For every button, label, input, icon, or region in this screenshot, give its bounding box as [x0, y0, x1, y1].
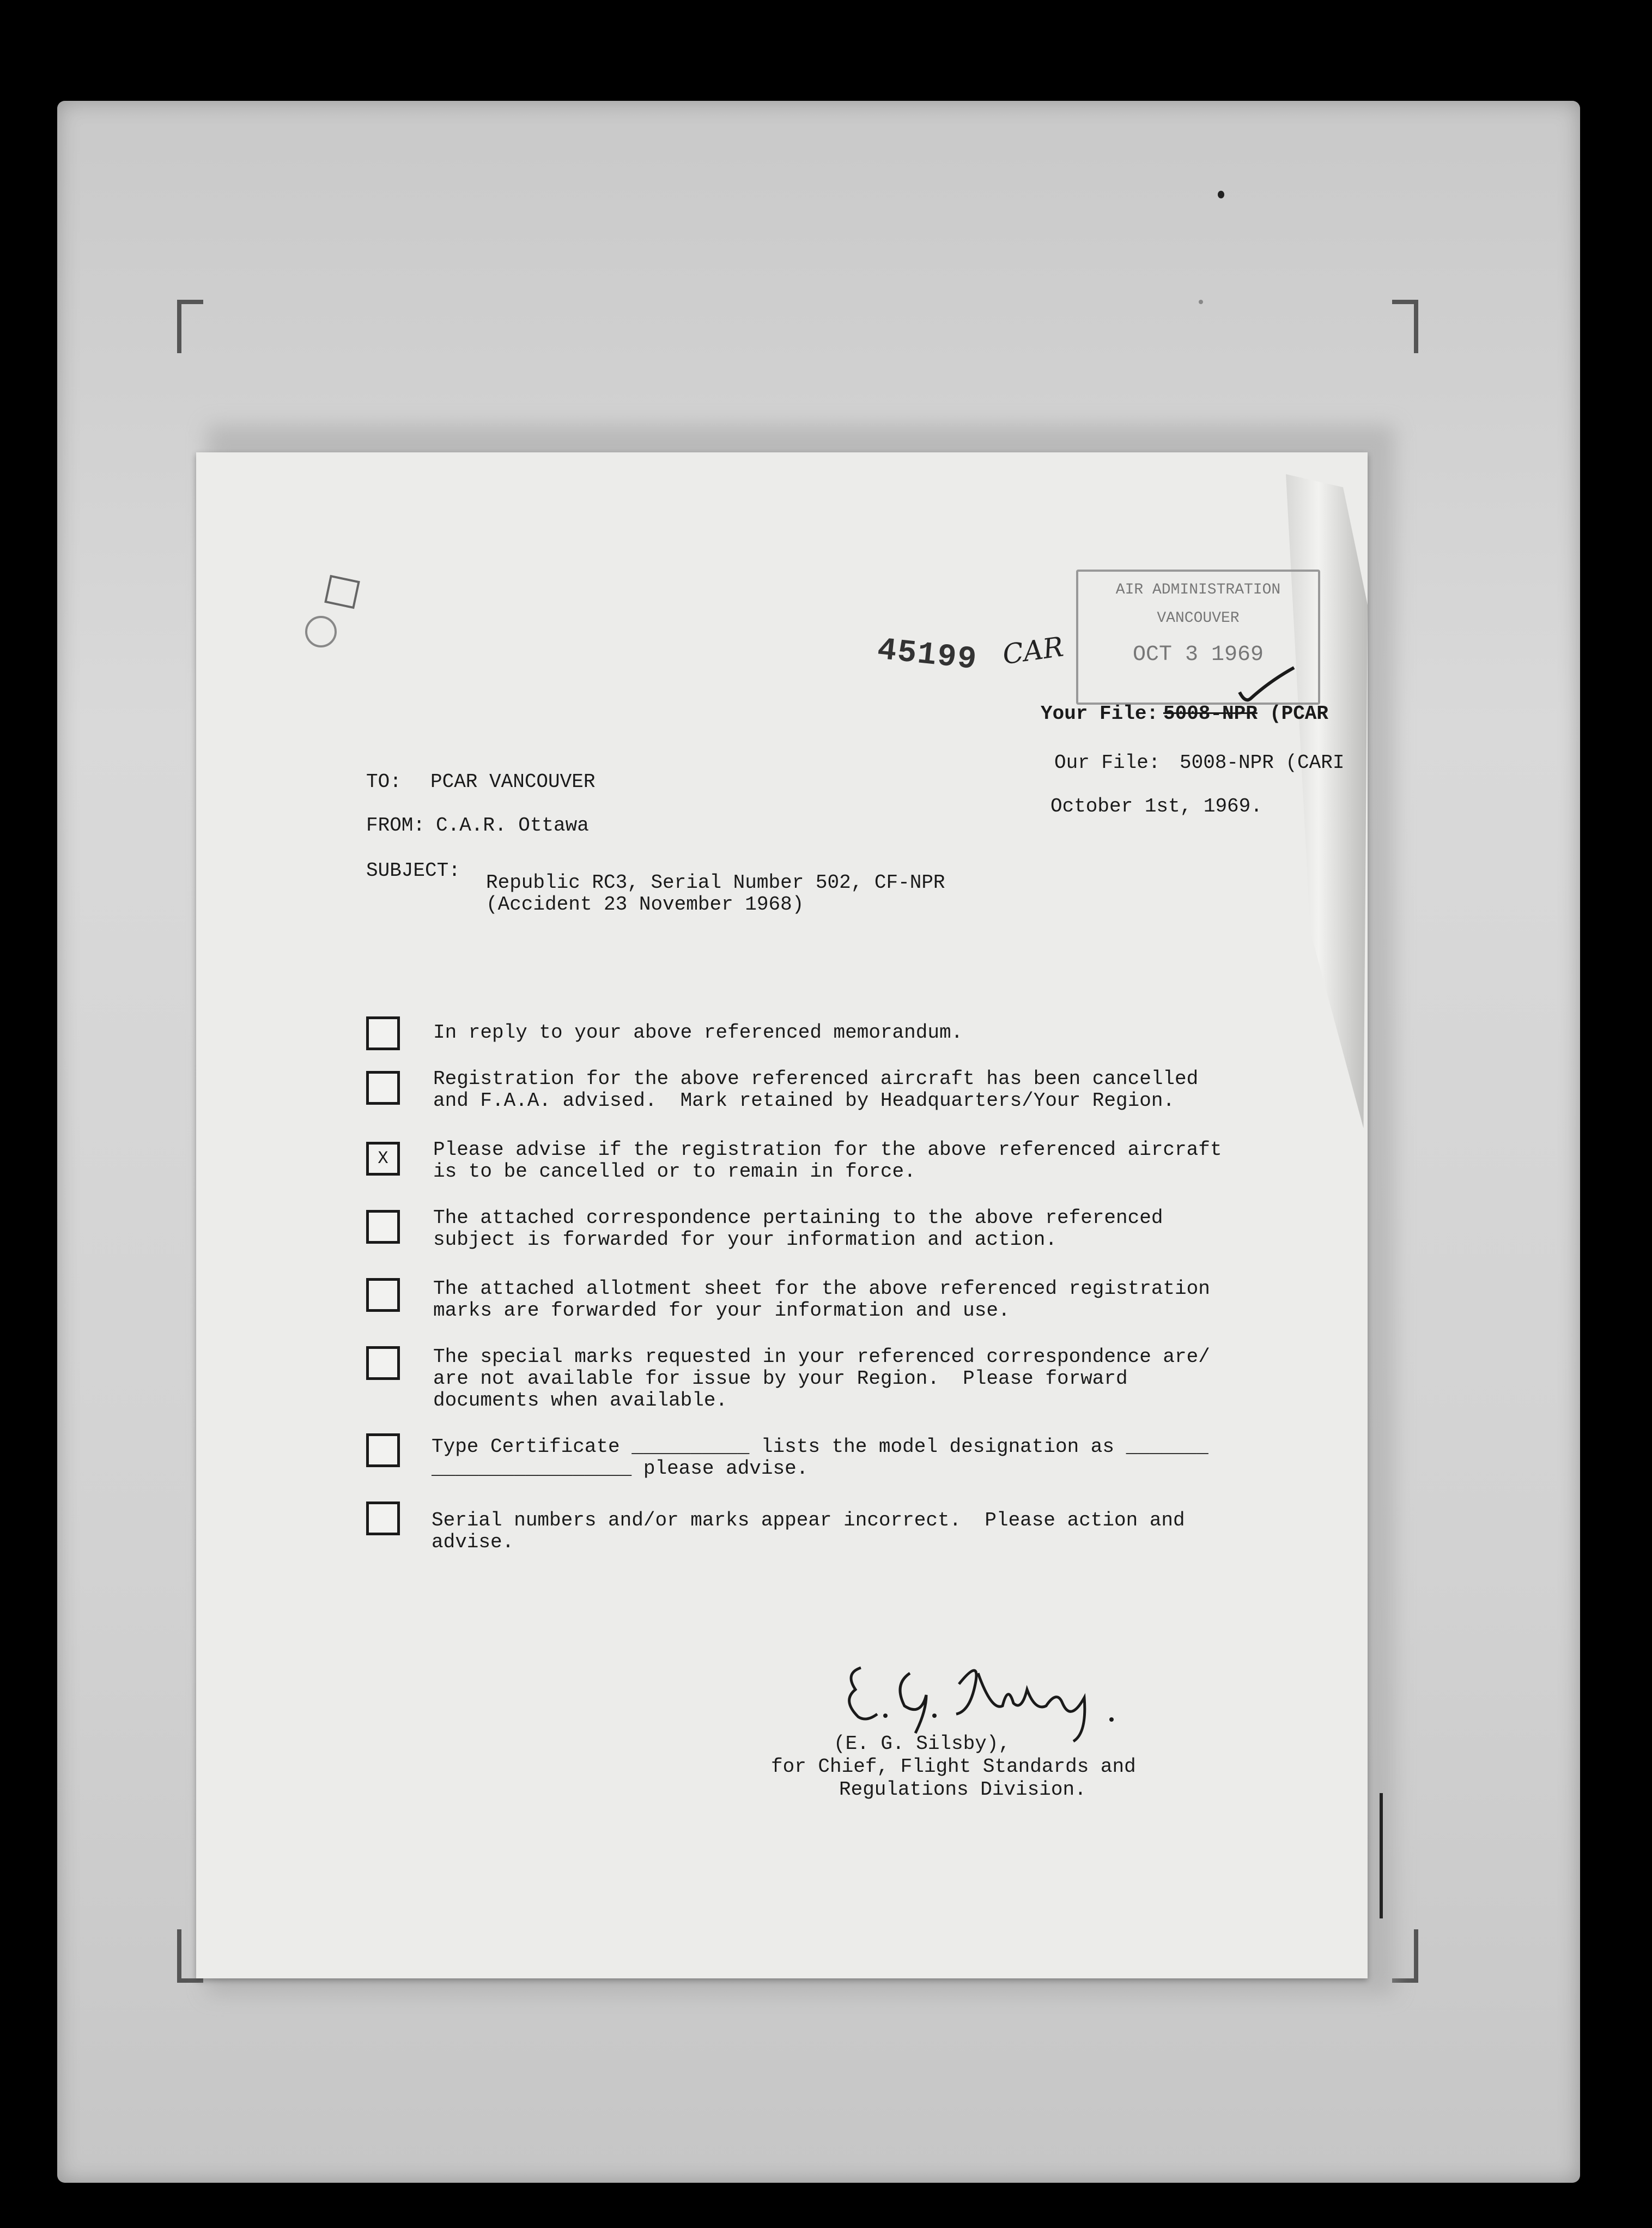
crop-mark-top-right	[1392, 300, 1418, 353]
checklist-item-text: is to be cancelled or to remain in force.	[433, 1160, 916, 1183]
checklist-item-text: The attached correspondence pertaining to the above referenced	[433, 1207, 1163, 1229]
checklist-item-text: subject is forwarded for your information and action.	[433, 1228, 1057, 1251]
subject-line-2: (Accident 23 November 1968)	[486, 893, 804, 916]
dust-speck	[1199, 300, 1203, 304]
to-value: PCAR VANCOUVER	[430, 771, 596, 793]
crop-mark-bottom-right	[1392, 1929, 1418, 1983]
stamp-line-2: VANCOUVER	[1157, 610, 1240, 627]
subject-line-1: Republic RC3, Serial Number 502, CF-NPR	[486, 871, 945, 894]
checklist-item-text: are not available for issue by your Region. Please forward	[433, 1367, 1128, 1390]
your-file-label: Your File:	[1041, 703, 1159, 725]
to-label: TO:	[366, 771, 402, 793]
punch-hole-circle	[305, 616, 337, 647]
stamp-line-3: OCT 3 1969	[1132, 643, 1264, 667]
checklist-item-text: The attached allotment sheet for the above referenced registration	[433, 1278, 1210, 1300]
signature-title-2: Regulations Division.	[839, 1778, 1086, 1801]
memo-date: October 1st, 1969.	[1050, 795, 1262, 818]
from-value: C.A.R. Ottawa	[436, 814, 589, 837]
handwritten-signature	[839, 1651, 1133, 1744]
your-file-suffix: (PCAR	[1270, 703, 1329, 725]
checklist-item-text: Type Certificate __________ lists the model designation as _______	[432, 1436, 1208, 1458]
dust-speck	[1218, 191, 1224, 198]
checkbox-serial-incorrect[interactable]	[366, 1502, 400, 1535]
checkbox-reply[interactable]	[366, 1016, 400, 1050]
your-file-value: 5008-NPR	[1163, 703, 1258, 725]
signature-title-1: for Chief, Flight Standards and	[771, 1755, 1136, 1778]
checkbox-registration-cancelled[interactable]	[366, 1071, 400, 1105]
handwritten-note: CAR	[1000, 631, 1066, 671]
margin-line	[1380, 1793, 1383, 1918]
checkbox-special-marks[interactable]	[366, 1346, 400, 1380]
checkbox-please-advise[interactable]: X	[366, 1142, 400, 1176]
checkbox-attached-correspondence[interactable]	[366, 1210, 400, 1244]
checklist-item-text: advise.	[432, 1531, 514, 1553]
subject-label: SUBJECT:	[366, 859, 460, 882]
checklist-item-text: documents when available.	[433, 1389, 728, 1412]
our-file-label: Our File:	[1054, 752, 1161, 774]
pencil-square-mark	[324, 575, 360, 609]
checklist-item-text: _________________ please advise.	[432, 1457, 809, 1480]
checkbox-type-certificate[interactable]	[366, 1433, 400, 1467]
signature-name: (E. G. Silsby),	[834, 1733, 1011, 1755]
file-number: 45199	[876, 632, 979, 679]
checklist-item-text: and F.A.A. advised. Mark retained by Headquarters/Your Region.	[433, 1089, 1175, 1112]
our-file-value: 5008-NPR (CARI	[1180, 752, 1345, 774]
checklist-item-text: In reply to your above referenced memorandum.	[433, 1021, 963, 1044]
checklist-item-text: Registration for the above referenced aircraft has been cancelled	[433, 1068, 1199, 1090]
checklist-item-text: Please advise if the registration for the above referenced aircraft	[433, 1139, 1222, 1161]
crop-mark-top-left	[177, 300, 203, 353]
checkmark-icon	[1237, 665, 1297, 703]
checklist-item-text: Serial numbers and/or marks appear incorrect. Please action and	[432, 1509, 1185, 1531]
checkbox-allotment-sheet[interactable]	[366, 1278, 400, 1312]
stamp-line-1: AIR ADMINISTRATION	[1115, 582, 1281, 598]
from-label: FROM:	[366, 814, 426, 837]
checklist-item-text: The special marks requested in your referenced correspondence are/	[433, 1346, 1210, 1368]
checklist-item-text: marks are forwarded for your information and use.	[433, 1299, 1010, 1322]
